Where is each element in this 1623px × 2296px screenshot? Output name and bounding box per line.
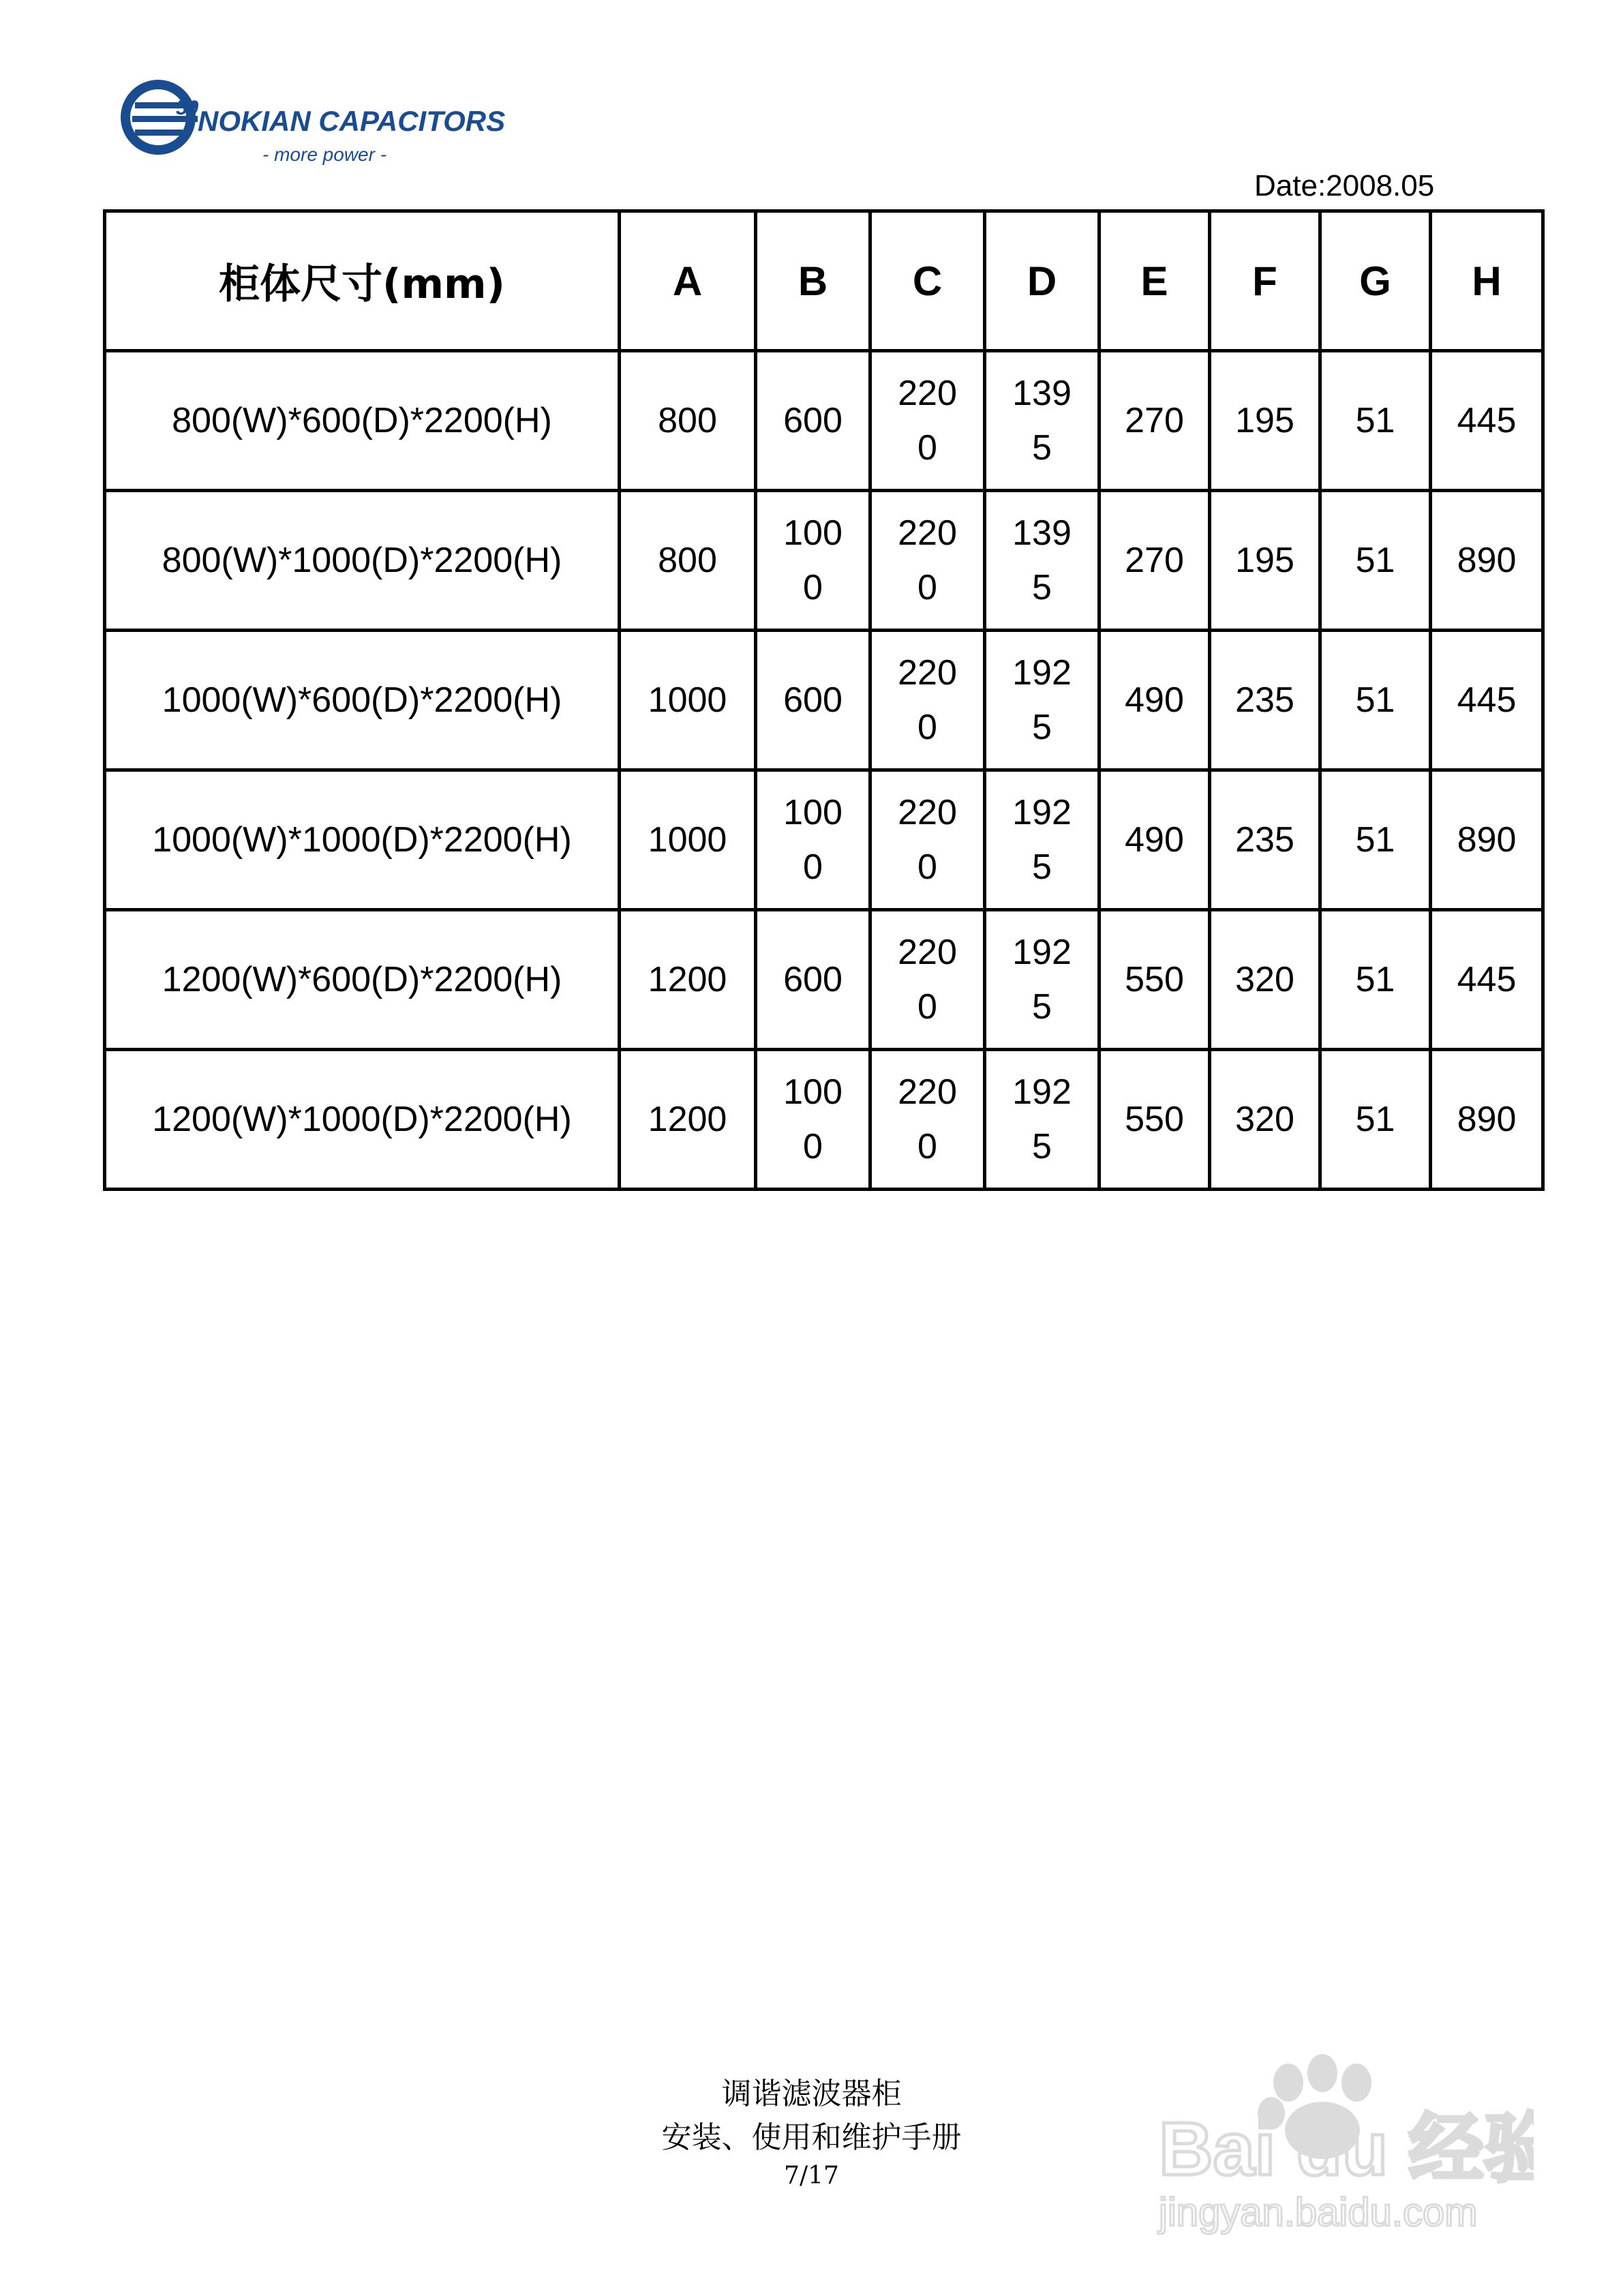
cell-e: 550 [1099,1050,1210,1190]
cell-f: 320 [1210,910,1320,1050]
col-header-g: G [1320,211,1431,351]
cell-d [985,351,1099,491]
logo-mark [116,75,518,177]
cell-size: 1200(W)*600(D)*2200(H) [105,910,620,1050]
cell-d [985,910,1099,1050]
cell-c [870,491,985,631]
cell-a: 1200 [620,910,756,1050]
cell-b [756,910,870,1050]
cell-b [756,770,870,910]
page-number: 7/17 [784,2162,839,2190]
cell-d-value: 1925 [1012,793,1072,887]
table-row [105,351,1543,491]
cell-h: 445 [1431,351,1543,491]
cell-b [756,631,870,770]
col-header-e: E [1099,211,1210,351]
cell-h: 890 [1431,1050,1543,1190]
cell-d-value: 1925 [1012,653,1072,747]
cell-g: 51 [1320,1050,1431,1190]
cell-h: 445 [1431,910,1543,1050]
cell-c [870,770,985,910]
cell-a: 1000 [620,631,756,770]
cell-b [756,1050,870,1190]
cell-size: 800(W)*600(D)*2200(H) [105,351,620,491]
cell-g: 51 [1320,351,1431,491]
table-row [105,1050,1543,1190]
cell-d [985,631,1099,770]
brand-tagline: - more power - [262,144,387,165]
cell-b [756,491,870,631]
logo-badge: 50 [176,97,199,119]
document-date: Date:2008.05 [1254,169,1435,202]
cell-c-value: 2200 [898,933,957,1027]
paw-icon [1152,2049,1534,2239]
baidu-watermark [1152,2049,1534,2239]
footer-title: 调谐滤波器柜 [721,2076,902,2111]
cell-b-value: 600 [783,401,843,440]
cell-c-value: 2200 [898,793,957,887]
cell-d-value: 1925 [1012,933,1072,1027]
table-header-row [105,211,1543,351]
cell-e: 270 [1099,351,1210,491]
cell-h: 890 [1431,491,1543,631]
cell-c-value: 2200 [898,513,957,607]
cell-b-value: 1000 [783,793,843,887]
cell-e: 490 [1099,770,1210,910]
cell-f: 235 [1210,770,1320,910]
cell-c [870,631,985,770]
cabinet-dimension-table [103,209,1545,1191]
cell-d [985,1050,1099,1190]
cell-e: 270 [1099,491,1210,631]
footer-subtitle: 安装、使用和维护手册 [661,2120,962,2155]
brand-name: NOKIAN CAPACITORS [198,105,506,137]
cell-b [756,351,870,491]
cell-c [870,910,985,1050]
cell-c-value: 2200 [898,1072,957,1166]
company-logo [116,75,518,177]
watermark-url: jingyan.baidu.com [1159,2190,1478,2235]
cell-g: 51 [1320,631,1431,770]
cell-c-value: 2200 [898,374,957,468]
table-row [105,770,1543,910]
cell-d [985,491,1099,631]
table-row [105,631,1543,770]
cell-b-value: 600 [783,680,843,720]
cell-a: 800 [620,351,756,491]
cell-b-value: 1000 [783,513,843,607]
table-row [105,910,1543,1050]
cell-f: 195 [1210,351,1320,491]
cell-g: 51 [1320,770,1431,910]
col-header-d: D [985,211,1099,351]
cell-e: 490 [1099,631,1210,770]
table-row [105,491,1543,631]
cell-a: 800 [620,491,756,631]
cell-c [870,351,985,491]
watermark-brand: Bai du 经验 [1159,2107,1534,2191]
cell-size: 1000(W)*1000(D)*2200(H) [105,770,620,910]
cell-b-value: 1000 [783,1072,843,1166]
cell-f: 235 [1210,631,1320,770]
cell-f: 320 [1210,1050,1320,1190]
col-header-f: F [1210,211,1320,351]
cell-h: 445 [1431,631,1543,770]
col-header-size: 柜体尺寸(mm) [105,211,620,351]
cell-f: 195 [1210,491,1320,631]
cell-b-value: 600 [783,960,843,999]
col-header-b: B [756,211,870,351]
cell-a: 1200 [620,1050,756,1190]
cell-a: 1000 [620,770,756,910]
cell-d-value: 1395 [1012,513,1072,607]
cell-e: 550 [1099,910,1210,1050]
col-header-c: C [870,211,985,351]
cell-g: 51 [1320,491,1431,631]
cell-size: 1000(W)*600(D)*2200(H) [105,631,620,770]
cell-c-value: 2200 [898,653,957,747]
cell-size: 1200(W)*1000(D)*2200(H) [105,1050,620,1190]
cell-d [985,770,1099,910]
cell-size: 800(W)*1000(D)*2200(H) [105,491,620,631]
cell-c [870,1050,985,1190]
cell-h: 890 [1431,770,1543,910]
col-header-h: H [1431,211,1543,351]
cell-d-value: 1395 [1012,374,1072,468]
cell-d-value: 1925 [1012,1072,1072,1166]
cell-g: 51 [1320,910,1431,1050]
col-header-a: A [620,211,756,351]
